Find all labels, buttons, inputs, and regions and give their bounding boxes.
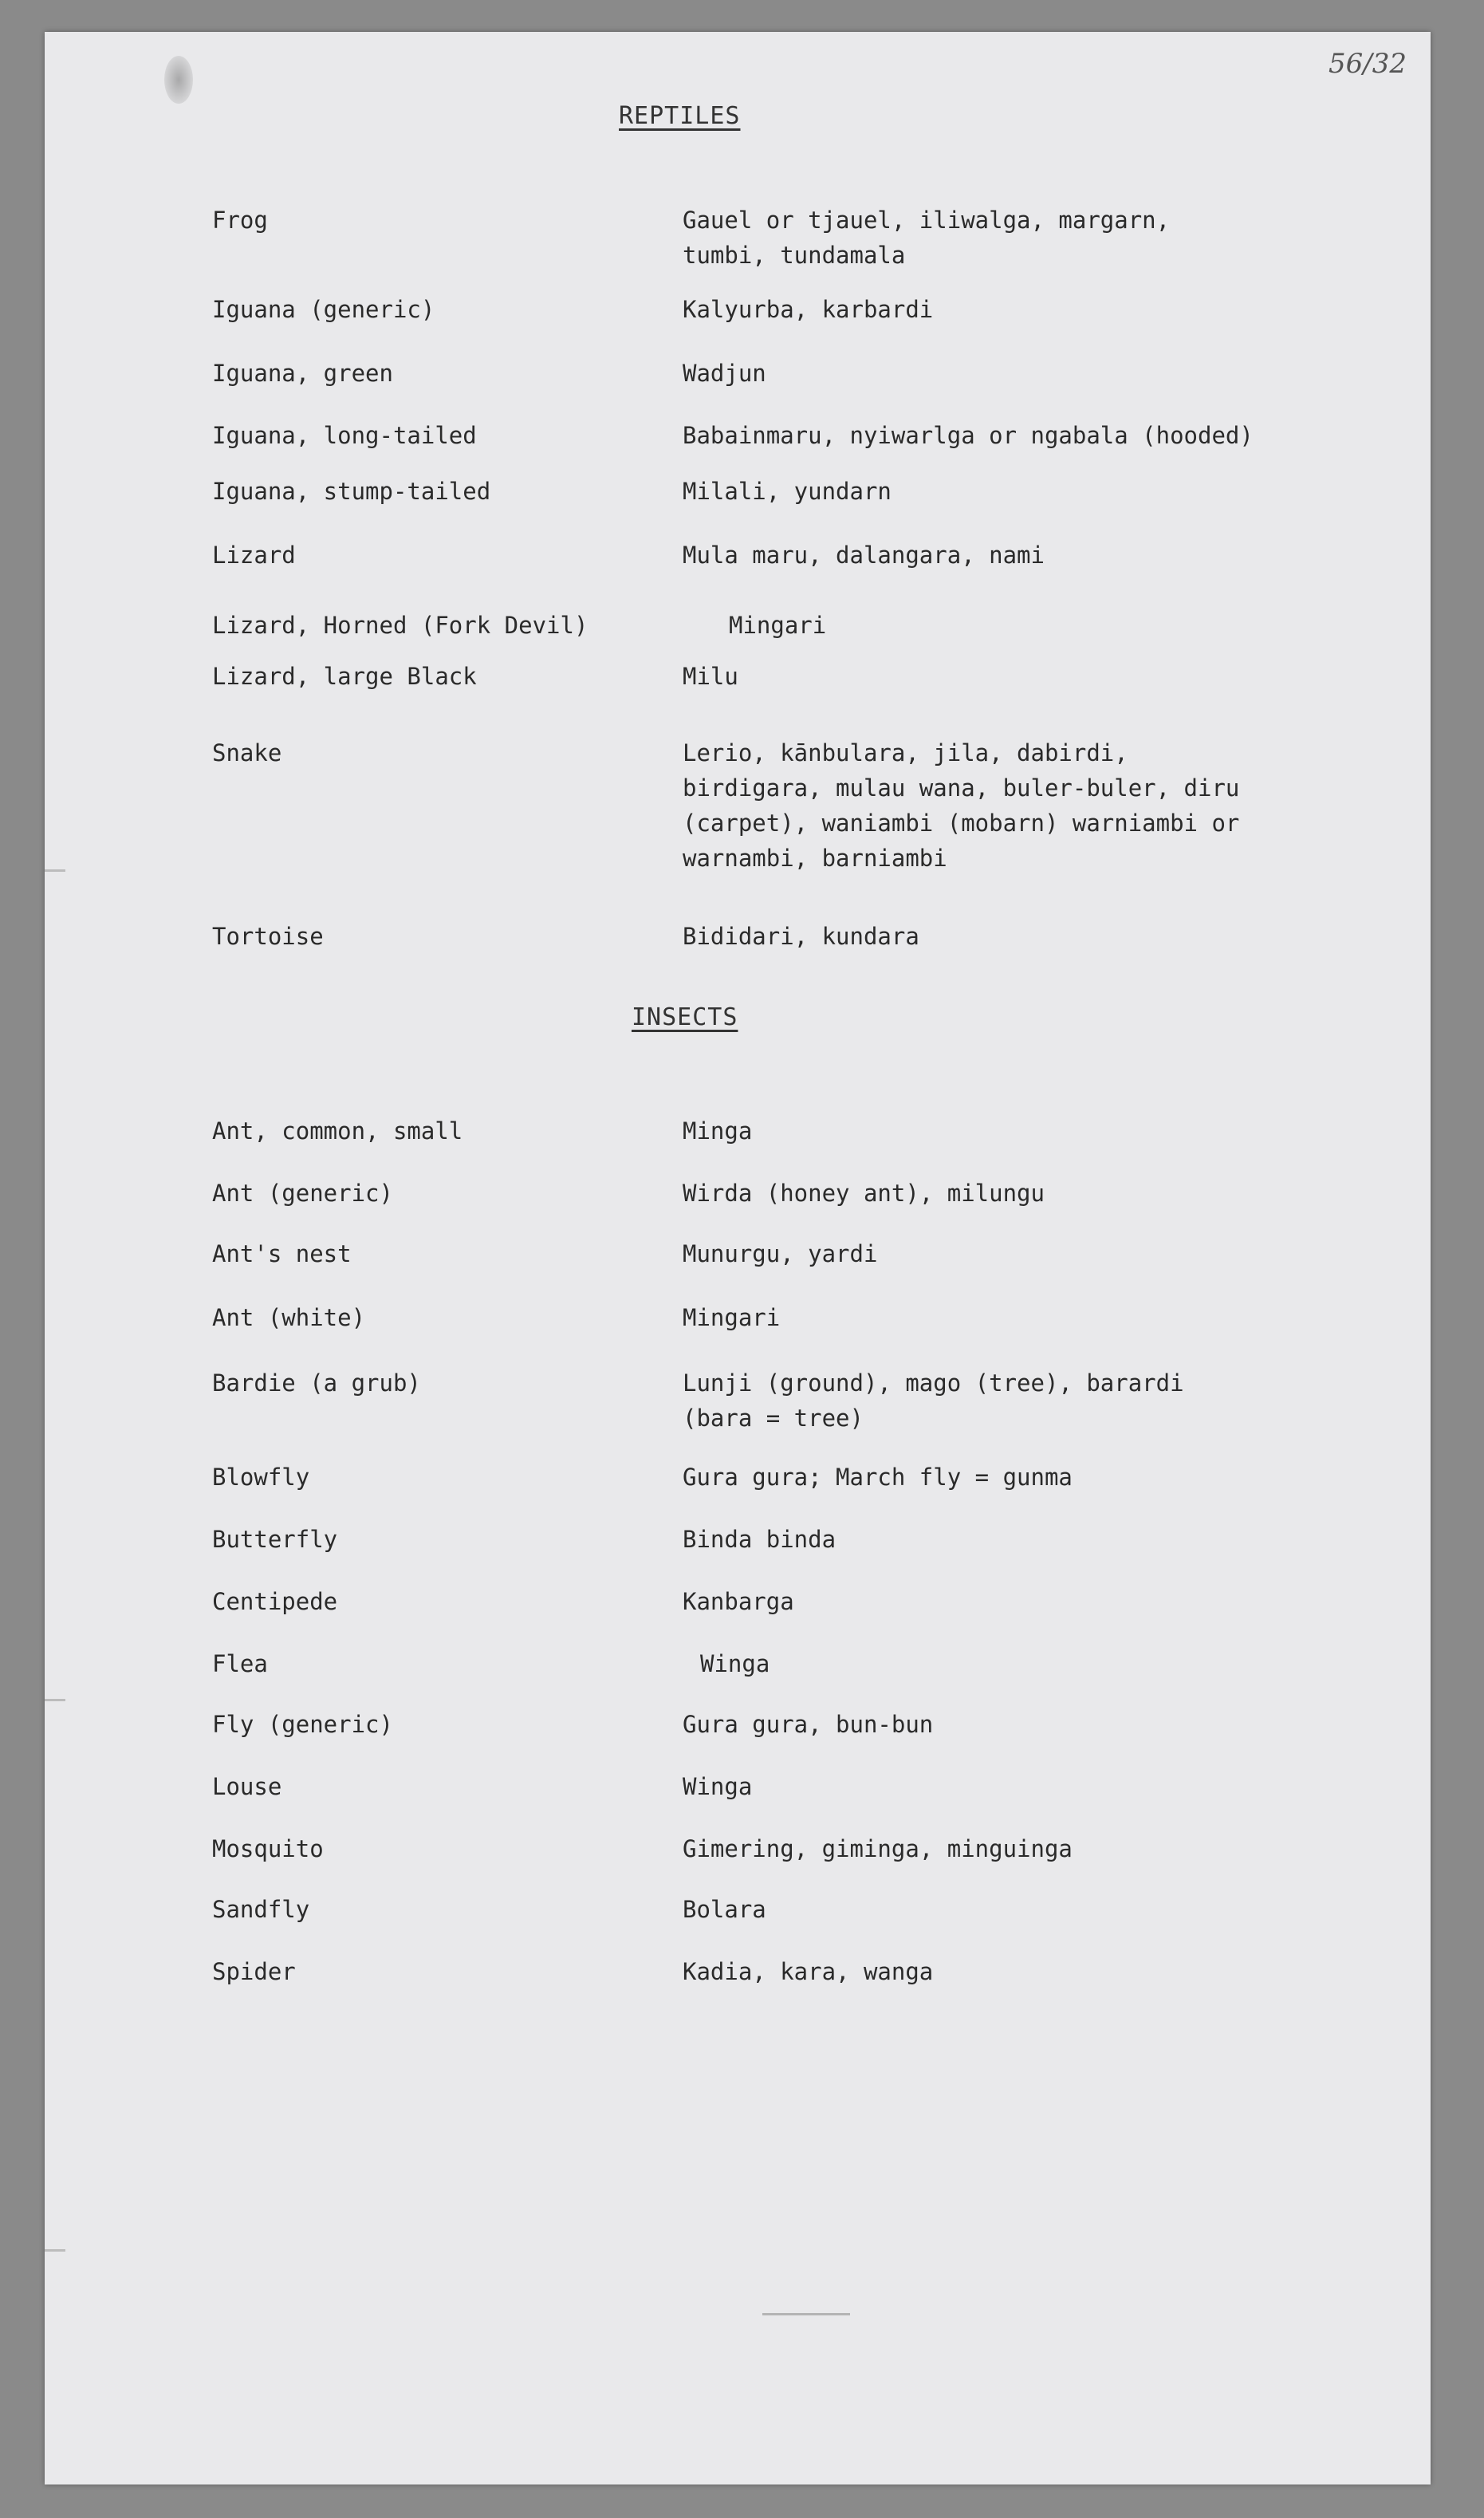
entry-term: Ant, common, small <box>212 1117 463 1145</box>
entry-native: Gura gura, bun-bun <box>683 1711 934 1738</box>
entry-term: Lizard, Horned (Fork Devil) <box>212 612 588 639</box>
entry-native: Gura gura; March fly = gunma <box>683 1464 1073 1491</box>
section-heading-reptiles: REPTILES <box>619 102 741 130</box>
entry-term: Iguana, long-tailed <box>212 422 477 449</box>
entry-native: Mula maru, dalangara, nami <box>683 542 1045 569</box>
entry-term: Sandfly <box>212 1896 310 1923</box>
document-page <box>45 32 1431 2485</box>
entry-native: Kadia, kara, wanga <box>683 1958 934 1985</box>
entry-term: Louse <box>212 1773 282 1800</box>
entry-native: Babainmaru, nyiwarlga or ngabala (hooded) <box>683 422 1254 449</box>
entry-native: Kalyurba, karbardi <box>683 296 934 323</box>
entry-native: Mingari <box>729 612 827 639</box>
entry-term: Mosquito <box>212 1835 324 1862</box>
entry-term: Bardie (a grub) <box>212 1369 421 1397</box>
entry-native: Mingari <box>683 1304 781 1331</box>
entry-native: Minga <box>683 1117 753 1145</box>
entry-term: Flea <box>212 1650 268 1677</box>
entry-term: Butterfly <box>212 1526 338 1553</box>
margin-mark <box>45 2249 65 2252</box>
margin-mark <box>45 869 65 872</box>
entry-native: Binda binda <box>683 1526 836 1553</box>
entry-native: Munurgu, yardi <box>683 1240 878 1267</box>
entry-term: Ant (white) <box>212 1304 366 1331</box>
entry-native: Wadjun <box>683 360 766 387</box>
entry-term: Iguana, stump-tailed <box>212 478 491 505</box>
entry-native: Milali, yundarn <box>683 478 892 505</box>
page-number: 56/32 <box>1329 48 1407 80</box>
entry-native: Lunji (ground), mago (tree), barardi (bara = tree) <box>683 1369 1184 1432</box>
entry-native: Bididari, kundara <box>683 923 919 950</box>
entry-term: Lizard <box>212 542 296 569</box>
entry-native: Milu <box>683 663 738 690</box>
entry-term: Snake <box>212 739 282 766</box>
entry-native: Winga <box>700 1650 770 1677</box>
entry-term: Ant (generic) <box>212 1180 393 1207</box>
margin-mark <box>45 1699 65 1701</box>
entry-native: Kanbarga <box>683 1588 794 1615</box>
entry-term: Ant's nest <box>212 1240 352 1267</box>
entry-term: Tortoise <box>212 923 324 950</box>
entry-term: Centipede <box>212 1588 338 1615</box>
entry-native: Winga <box>683 1773 753 1800</box>
entry-native: Gimering, giminga, minguinga <box>683 1835 1073 1862</box>
entry-native: Lerio, kānbulara, jila, dabirdi, birdigara, mulau wana, buler-buler, diru (carpet), waniambi (mobarn) warniambi or warnambi, barniambi <box>683 739 1240 872</box>
entry-term: Iguana, green <box>212 360 393 387</box>
entry-term: Fly (generic) <box>212 1711 393 1738</box>
entry-native: Bolara <box>683 1896 766 1923</box>
section-heading-insects: INSECTS <box>632 1003 738 1031</box>
entry-term: Iguana (generic) <box>212 296 435 323</box>
entry-term: Lizard, large Black <box>212 663 477 690</box>
footer-mark <box>762 2313 850 2315</box>
entry-native: Gauel or tjauel, iliwalga, margarn, tumbi, tundamala <box>683 207 1171 269</box>
ink-smudge <box>164 56 193 104</box>
entry-native: Wirda (honey ant), milungu <box>683 1180 1045 1207</box>
entry-term: Frog <box>212 207 268 234</box>
entry-term: Blowfly <box>212 1464 310 1491</box>
entry-term: Spider <box>212 1958 296 1985</box>
